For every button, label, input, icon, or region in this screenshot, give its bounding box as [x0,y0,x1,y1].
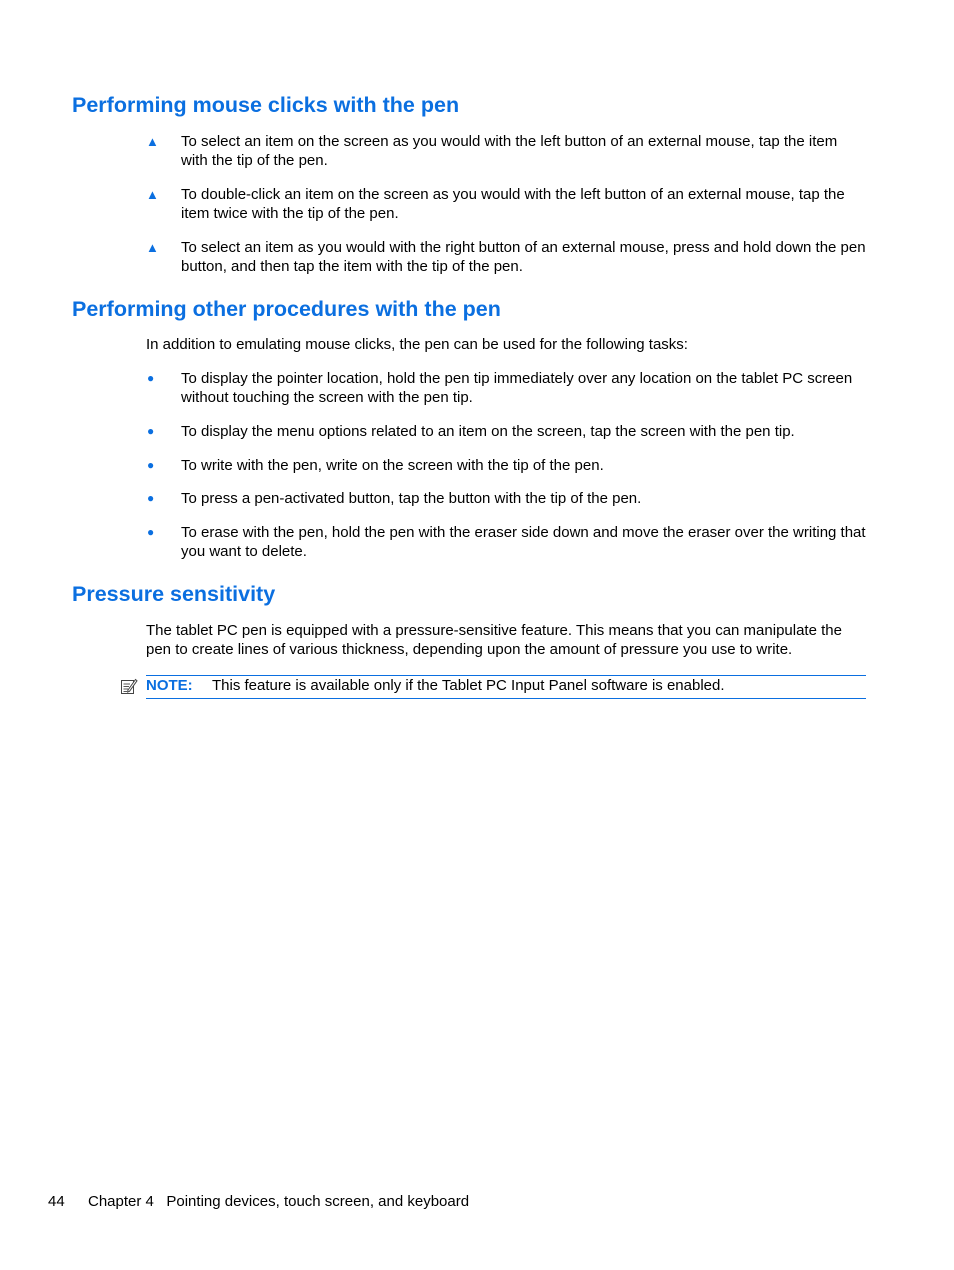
list-item [146,185,868,223]
note-text: This feature is available only if the Tablet PC Input Panel software is enabled. [212,677,725,694]
section-body: The tablet PC pen is equipped with a pressure-sensitive feature. This means that you can manipulate the pen to create lines of various thickness, depending upon the amount of pressure you use to write. [146,622,842,659]
list-item-text: To erase with the pen, hold the pen with the eraser side down and move the eraser over the writing that you want to delete. [181,524,866,561]
triangle-bullet-icon: ▲ [146,187,159,202]
list-item [146,422,868,441]
list-item [146,523,868,561]
circle-bullet-icon: ● [147,371,155,385]
list-item-text: To select an item as you would with the right button of an external mouse, press and hold down the pen button, and then tap the item with the tip of the pen. [181,239,866,276]
triangle-bullet-icon: ▲ [146,134,159,149]
list-item-text: To write with the pen, write on the screen with the tip of the pen. [181,457,604,474]
chapter-title: Chapter 4 Pointing devices, touch screen, and keyboard [88,1193,470,1210]
section-heading-pressure-sensitivity: Pressure sensitivity [72,582,276,606]
section-heading-other-procedures: Performing other procedures with the pen [72,297,501,321]
note-icon [120,677,138,695]
circle-bullet-icon: ● [147,458,155,472]
section-heading-mouse-clicks: Performing mouse clicks with the pen [72,93,460,117]
section-intro: In addition to emulating mouse clicks, the pen can be used for the following tasks: [146,336,688,353]
list-item-text: To double-click an item on the screen as you would with the left button of an external mouse, tap the item twice with the tip of the pen. [181,186,845,223]
page-number: 44 [48,1193,65,1210]
page-footer [48,1192,469,1211]
list-item [146,238,868,276]
circle-bullet-icon: ● [147,491,155,505]
triangle-bullet-icon: ▲ [146,240,159,255]
note-label: NOTE: [146,677,193,694]
list-item-text: To select an item on the screen as you would with the left button of an external mouse, tap the item with the tip of the pen. [181,133,838,170]
circle-bullet-icon: ● [147,525,155,539]
list-item-text: To display the pointer location, hold the pen tip immediately over any location on the tablet PC screen without touching the screen with the pen tip. [181,370,853,407]
list-item [146,369,868,407]
list-item [146,456,868,475]
note-box [146,675,866,699]
circle-bullet-icon: ● [147,424,155,438]
list-item-text: To display the menu options related to an item on the screen, tap the screen with the pen tip. [181,423,795,440]
list-item [146,132,868,170]
list-item [146,489,868,508]
list-item-text: To press a pen-activated button, tap the button with the tip of the pen. [181,490,642,507]
